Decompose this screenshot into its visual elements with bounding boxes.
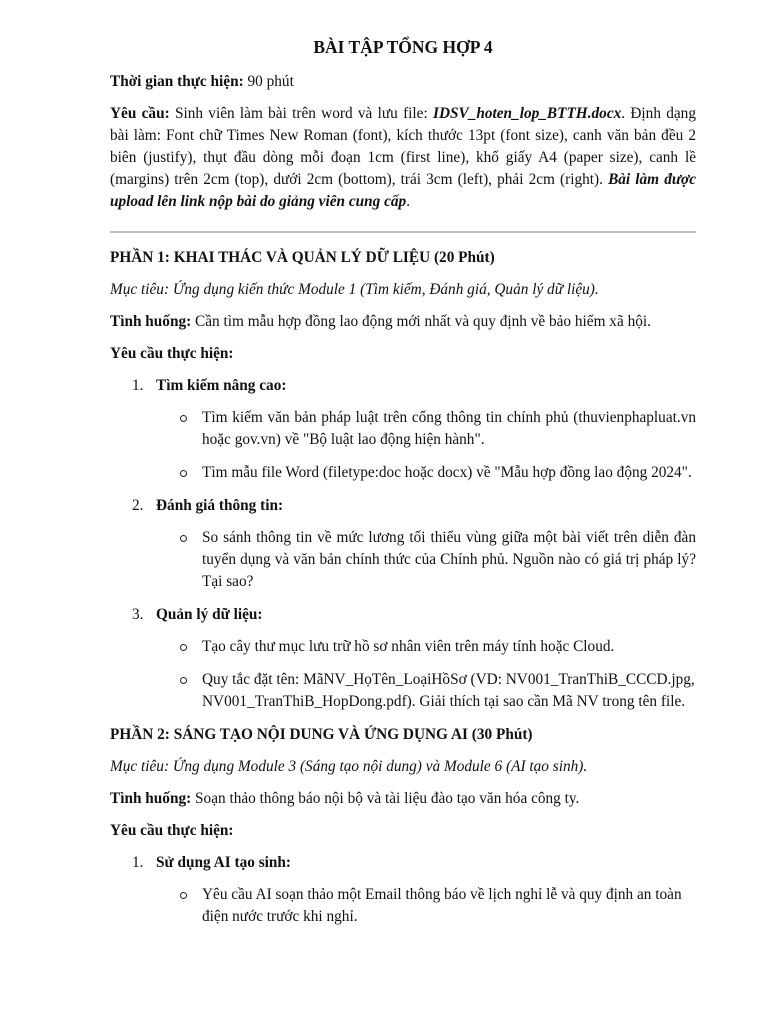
part1-situation	[110, 311, 696, 333]
circle-bullet-icon	[180, 892, 187, 899]
sub-list-item	[110, 527, 696, 593]
sub-list-item	[110, 669, 696, 713]
list-item-title: Sử dụng AI tạo sinh:	[156, 854, 292, 871]
requirement-text-1: Sinh viên làm bài trên word và lưu file:	[169, 105, 433, 122]
list-item-title: Tìm kiếm nâng cao:	[156, 377, 287, 394]
list-item-number: 1.	[132, 377, 144, 394]
requirement-text-3: .	[406, 193, 411, 210]
part2-requirements-label	[110, 820, 696, 842]
document-body	[110, 34, 696, 939]
file-name: IDSV_hoten_lop_BTTH.docx	[433, 105, 622, 122]
section-divider	[110, 231, 696, 233]
circle-bullet-icon	[180, 470, 187, 477]
list-item-title: Quản lý dữ liệu:	[156, 606, 263, 623]
time-line	[110, 71, 696, 93]
part1-goal: Mục tiêu: Ứng dụng kiến thức Module 1 (Tìm kiếm, Đánh giá, Quản lý dữ liệu).	[110, 281, 599, 298]
requirement-text-2: . Định dạng bài làm: Font chữ Times New Roman (font), kích thước 13pt (font size), canh văn bản đều 2 biên (justify), thụt đầu dòng mỗi đoạn 1cm (first line), khổ giấy A4 (paper size), canh lề (margins) trên 2cm (top), dưới 2cm (bottom), trái 3cm (left), phải 2cm (right).	[110, 105, 696, 188]
list-item	[110, 495, 696, 517]
list-item-number: 2.	[132, 497, 144, 514]
sub-list-item	[110, 407, 696, 451]
circle-bullet-icon	[180, 644, 187, 651]
part1-situation-label: Tình huống:	[110, 313, 192, 330]
part1-situation-text: Cần tìm mẫu hợp đồng lao động mới nhất và quy định về bảo hiểm xã hội.	[191, 313, 651, 330]
list-item-number: 1.	[132, 854, 144, 871]
part2-situation-text: Soạn thảo thông báo nội bộ và tài liệu đào tạo văn hóa công ty.	[191, 790, 580, 807]
list-item	[110, 375, 696, 397]
circle-bullet-icon	[180, 677, 187, 684]
circle-bullet-icon	[180, 535, 187, 542]
part1-requirements-label	[110, 343, 696, 365]
sub-list-item	[110, 884, 696, 928]
document-title: BÀI TẬP TỔNG HỢP 4	[313, 37, 493, 57]
sub-list-item-text: Tìm mẫu file Word (filetype:doc hoặc docx) về "Mẫu hợp đồng lao động 2024".	[202, 464, 692, 481]
list-item-title: Đánh giá thông tin:	[156, 497, 284, 514]
part1-requirements-label-text: Yêu cầu thực hiện:	[110, 345, 234, 362]
upload-note: Bài làm được upload lên link nộp bài do giảng viên cung cấp	[110, 171, 697, 210]
list-item	[110, 852, 696, 874]
part2-situation-label: Tình huống:	[110, 790, 192, 807]
sub-list-item-text: Yêu cầu AI soạn thảo một Email thông báo về lịch nghỉ lễ và quy định an toàn điện nước trước khi nghỉ.	[202, 886, 682, 925]
part2-goal: Mục tiêu: Ứng dụng Module 3 (Sáng tạo nội dung) và Module 6 (AI tạo sinh).	[110, 758, 588, 775]
sub-list-item-text: Tìm kiếm văn bản pháp luật trên cổng thông tin chính phủ (thuvienphapluat.vn hoặc gov.vn) về "Bộ luật lao động hiện hành".	[202, 409, 696, 448]
sub-list-item	[110, 636, 696, 658]
circle-bullet-icon	[180, 415, 187, 422]
list-item-number: 3.	[132, 606, 144, 623]
sub-list-item	[110, 462, 696, 484]
time-value: 90 phút	[243, 73, 294, 90]
requirement-label: Yêu cầu:	[110, 105, 170, 122]
part2-requirements-label-text: Yêu cầu thực hiện:	[110, 822, 234, 839]
sub-list-item-text: Quy tắc đặt tên: MãNV_HọTên_LoạiHồSơ (VD: NV001_TranThiB_CCCD.jpg, NV001_TranThiB_HopDong.pdf). Giải thích tại sao cần Mã NV trong tên file.	[202, 671, 695, 710]
sub-list-item-text: So sánh thông tin về mức lương tối thiểu vùng giữa một bài viết trên diễn đàn tuyển dụng và văn bản chính thức của Chính phủ. Nguồn nào có giá trị pháp lý? Tại sao?	[202, 529, 696, 590]
requirement-paragraph	[110, 103, 696, 213]
part1-title: PHẦN 1: KHAI THÁC VÀ QUẢN LÝ DỮ LIỆU (20 Phút)	[110, 249, 495, 266]
sub-list-item-text: Tạo cây thư mục lưu trữ hồ sơ nhân viên trên máy tính hoặc Cloud.	[202, 638, 615, 655]
part2-situation	[110, 788, 696, 810]
time-label: Thời gian thực hiện:	[110, 73, 244, 90]
part2-title: PHẦN 2: SÁNG TẠO NỘI DUNG VÀ ỨNG DỤNG AI (30 Phút)	[110, 726, 533, 743]
list-item	[110, 604, 696, 626]
